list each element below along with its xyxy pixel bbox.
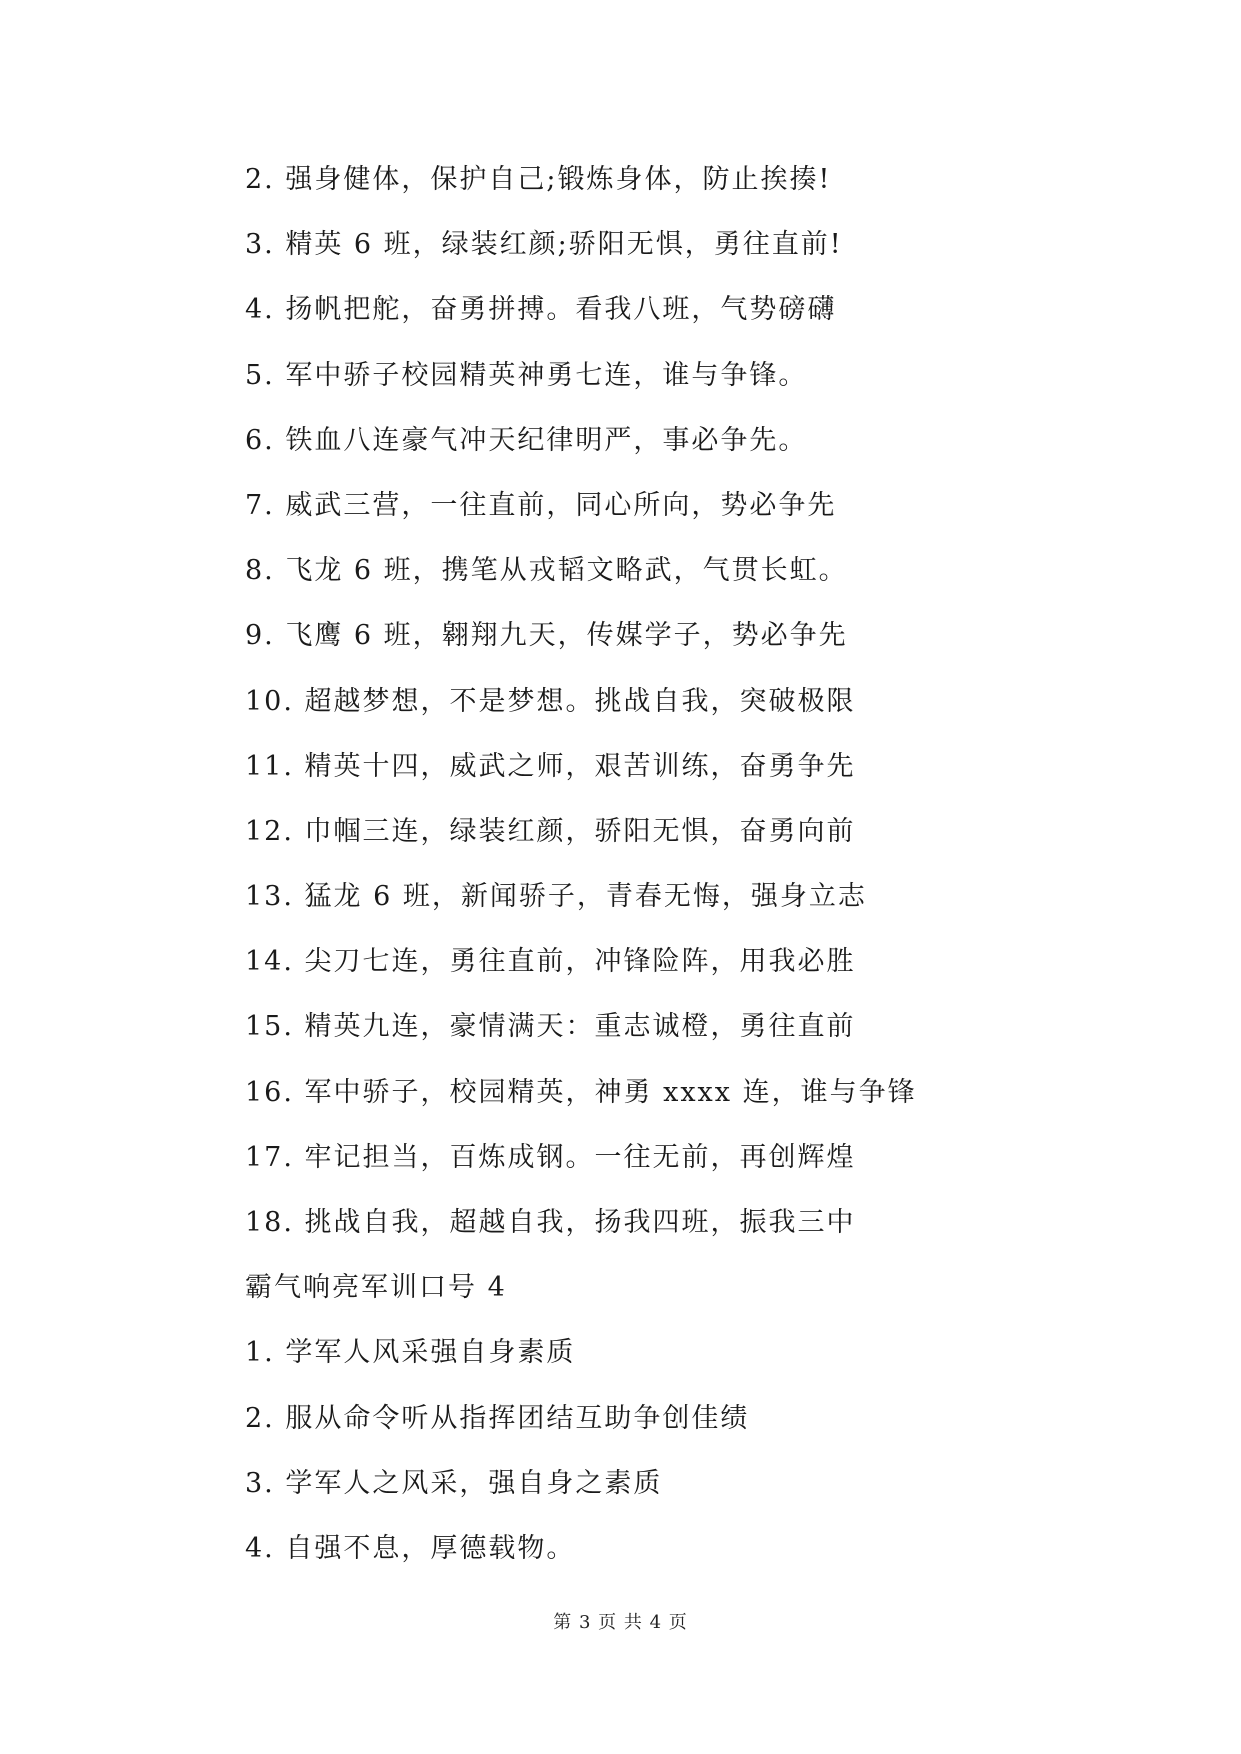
- text-line: 4. 自强不息，厚德载物。: [245, 1532, 576, 1564]
- text-line: 15. 精英九连，豪情满天：重志诚橙，勇往直前: [245, 1011, 856, 1043]
- text-line: 18. 挑战自我，超越自我，扬我四班，振我三中: [245, 1207, 856, 1238]
- text-line: 13. 猛龙 6 班，新闻骄子，青春无悔，强身立志: [245, 881, 867, 913]
- text-line: 2. 服从命令听从指挥团结互助争创佳绩: [245, 1402, 750, 1434]
- text-line: 12. 巾帼三连，绿装红颜，骄阳无惧，奋勇向前: [245, 815, 856, 847]
- text-line: 14. 尖刀七连，勇往直前，冲锋险阵，用我必胜: [245, 946, 856, 978]
- text-line: 16. 军中骄子，校园精英，神勇 xxxx 连，谁与争锋: [245, 1076, 917, 1108]
- text-line: 17. 牢记担当，百炼成钢。一往无前，再创辉煌: [245, 1141, 856, 1173]
- text-line: 9. 飞鹰 6 班，翱翔九天，传媒学子，势必争先: [245, 620, 848, 652]
- text-line: 3. 精英 6 班，绿装红颜;骄阳无惧，勇往直前!: [245, 229, 843, 261]
- text-line: 5. 军中骄子校园精英神勇七连，谁与争锋。: [245, 359, 808, 391]
- text-line: 8. 飞龙 6 班，携笔从戎韬文略武，气贯长虹。: [245, 555, 848, 587]
- text-line: 6. 铁血八连豪气冲天纪律明严，事必争先。: [245, 424, 808, 456]
- page-number-footer: 第 3 页 共 4 页: [553, 1612, 688, 1633]
- text-line: 3. 学军人之风采，强自身之素质: [245, 1467, 663, 1499]
- text-line: 2. 强身健体，保护自己;锻炼身体，防止挨揍!: [245, 164, 832, 195]
- text-line: 7. 威武三营，一往直前，同心所向，势必争先: [245, 489, 837, 521]
- section-heading: 霸气响亮军训口号 4: [245, 1272, 507, 1304]
- text-line: 10. 超越梦想，不是梦想。挑战自我，突破极限: [245, 685, 856, 717]
- text-line: 4. 扬帆把舵，奋勇拼搏。看我八班，气势磅礴: [245, 294, 837, 326]
- text-line: 1. 学军人风采强自身素质: [245, 1337, 576, 1369]
- slogan-list: [245, 160, 1045, 1594]
- text-line: 11. 精英十四，威武之师，艰苦训练，奋勇争先: [245, 750, 856, 782]
